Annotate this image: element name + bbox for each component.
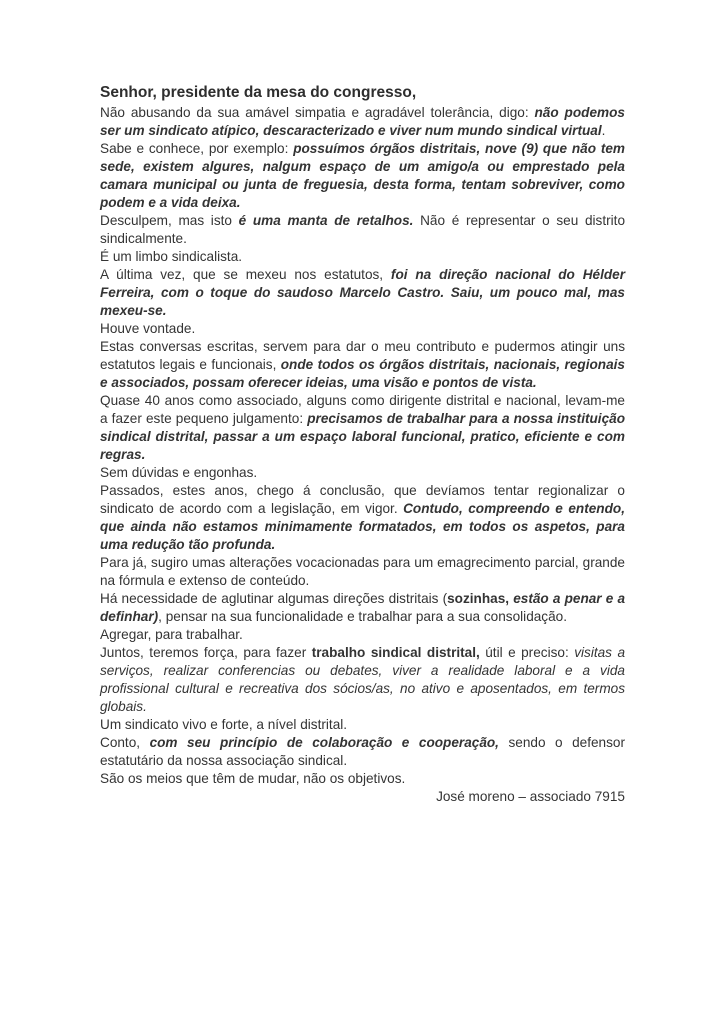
paragraph bbox=[100, 140, 625, 212]
text-run: sozinhas, bbox=[447, 591, 514, 606]
paragraph bbox=[100, 104, 625, 140]
text-run: é uma manta de retalhos. bbox=[238, 213, 414, 228]
paragraph bbox=[100, 248, 625, 266]
text-run: Não abusando da sua amável simpatia e agradável tolerância, digo: bbox=[100, 105, 535, 120]
text-run: com seu princípio de colaboração e cooperação, bbox=[149, 735, 499, 750]
text-run: , pensar na sua funcionalidade e trabalhar para a sua consolidação. bbox=[158, 609, 568, 624]
text-run: Contudo, compreendo e entendo, que ainda não estamos minimamente formatados, em todos os aspetos, para uma redução tão profunda. bbox=[100, 501, 625, 552]
text-run: Um sindicato vivo e forte, a nível distrital. bbox=[100, 717, 348, 732]
text-run: Para já, sugiro umas alterações vocacionadas para um emagrecimento parcial, grande na fórmula e extenso de conteúdo. bbox=[100, 555, 625, 588]
paragraph bbox=[100, 320, 625, 338]
text-run: A última vez, que se mexeu nos estatutos, bbox=[100, 267, 391, 282]
text-run: Conto, bbox=[100, 735, 150, 750]
paragraph bbox=[100, 590, 625, 626]
text-run: Desculpem, mas isto bbox=[100, 213, 239, 228]
text-run: Quase 40 anos como associado, alguns como dirigente distrital e nacional, levam-me a fazer este pequeno julgamento: bbox=[100, 393, 625, 426]
paragraph bbox=[100, 392, 625, 464]
text-run: trabalho sindical distrital, bbox=[311, 645, 480, 660]
text-run: Não é representar o seu distrito sindicalmente. bbox=[100, 213, 625, 246]
text-run: sendo o defensor estatutário da nossa associação sindical. bbox=[100, 735, 625, 768]
signature: José moreno – associado 7915 bbox=[436, 789, 625, 804]
text-run: Houve vontade. bbox=[100, 321, 196, 336]
text-run: Agregar, para trabalhar. bbox=[100, 627, 243, 642]
paragraph bbox=[100, 554, 625, 590]
text-run: . bbox=[601, 123, 606, 138]
text-run: não podemos ser um sindicato atípico, descaracterizado e viver num mundo sindical virtual bbox=[100, 105, 625, 138]
text-block bbox=[100, 82, 625, 806]
paragraph bbox=[100, 626, 625, 644]
text-run: Estas conversas escritas, servem para dar o meu contributo e pudermos atingir uns estatutos legais e funcionais, bbox=[100, 339, 625, 372]
text-run: É um limbo sindicalista. bbox=[100, 249, 243, 264]
paragraph bbox=[100, 464, 625, 482]
text-run: estão a penar e a definhar) bbox=[100, 591, 625, 624]
text-run: útil e preciso: bbox=[479, 645, 575, 660]
paragraph bbox=[100, 482, 625, 554]
text-run: São os meios que têm de mudar, não os objetivos. bbox=[100, 771, 406, 786]
paragraph bbox=[100, 644, 625, 716]
paragraph bbox=[100, 266, 625, 320]
text-run: Há necessidade de aglutinar algumas direções distritais ( bbox=[100, 591, 448, 606]
text-run: Passados, estes anos, chego á conclusão, que devíamos tentar regionalizar o sindicato de acordo com a legislação, em vigor. bbox=[100, 483, 625, 516]
text-run: Juntos, teremos força, para fazer bbox=[100, 645, 312, 660]
paragraph bbox=[100, 338, 625, 392]
text-run: visitas a serviços, realizar conferencias ou debates, viver a realidade laboral e a vida profissional cultural e recreativa dos sócios/as, no ativo e aposentados, em termos globais. bbox=[100, 645, 626, 714]
paragraph bbox=[100, 734, 625, 770]
paragraph bbox=[100, 770, 625, 788]
text-run: Sem dúvidas e engonhas. bbox=[100, 465, 258, 480]
paragraph bbox=[100, 716, 625, 734]
text-run: Sabe e conhece, por exemplo: bbox=[100, 141, 294, 156]
paragraphs bbox=[100, 104, 625, 788]
page-title: Senhor, presidente da mesa do congresso, bbox=[100, 84, 417, 101]
text-run: foi na direção nacional do Hélder Ferreira, com o toque do saudoso Marcelo Castro. Saiu, um pouco mal, mas mexeu-se. bbox=[100, 267, 625, 318]
paragraph bbox=[100, 212, 625, 248]
text-run: precisamos de trabalhar para a nossa instituição sindical distrital, passar a um espaço laboral funcional, pratico, eficiente e com regras. bbox=[100, 411, 626, 462]
text-run: onde todos os órgãos distritais, nacionais, regionais e associados, possam oferecer ideias, uma visão e pontos de vista. bbox=[100, 357, 625, 390]
text-run: possuímos órgãos distritais, nove (9) que não tem sede, existem algures, nalgum espaço de um amigo/a ou emprestado pela camara municipal ou junta de freguesia, desta forma, tentam sobreviver, como podem e a vida deixa. bbox=[100, 141, 625, 210]
